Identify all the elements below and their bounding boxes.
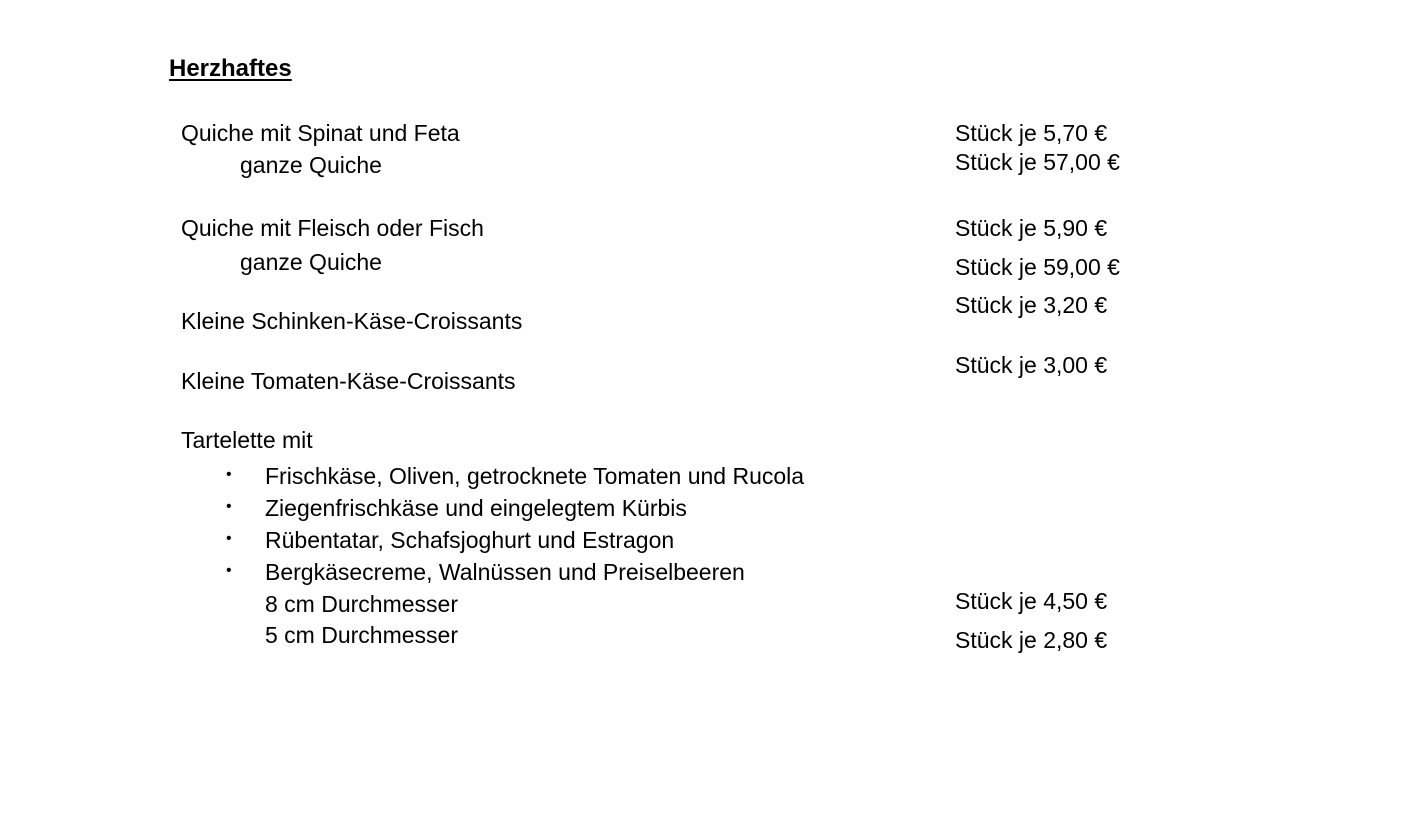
tartelette-size: 5 cm Durchmesser — [265, 622, 458, 648]
tartelette-size-price: Stück je 2,80 € — [955, 627, 1108, 653]
item-price: Stück je 3,00 € — [955, 352, 1108, 378]
tartelette-size: 8 cm Durchmesser — [265, 591, 458, 617]
section-heading: Herzhaftes — [169, 55, 292, 82]
item-name: ganze Quiche — [240, 152, 382, 178]
bullet-icon: • — [226, 498, 232, 515]
item-name: Quiche mit Spinat und Feta — [181, 120, 460, 146]
item-name: Kleine Schinken-Käse-Croissants — [181, 308, 523, 334]
tartelette-option: Bergkäsecreme, Walnüssen und Preiselbeeren — [265, 559, 745, 585]
item-name: Quiche mit Fleisch oder Fisch — [181, 215, 484, 241]
item-name: ganze Quiche — [240, 249, 382, 275]
tartelette-option: Ziegenfrischkäse und eingelegtem Kürbis — [265, 495, 687, 521]
item-price: Stück je 59,00 € — [955, 254, 1120, 280]
item-price: Stück je 57,00 € — [955, 149, 1120, 175]
bullet-icon: • — [226, 562, 232, 579]
bullet-icon: • — [226, 530, 232, 547]
tartelette-title: Tartelette mit — [181, 427, 313, 453]
tartelette-size-price: Stück je 4,50 € — [955, 588, 1108, 614]
tartelette-option: Frischkäse, Oliven, getrocknete Tomaten und Rucola — [265, 463, 805, 489]
tartelette-option: Rübentatar, Schafsjoghurt und Estragon — [265, 527, 675, 553]
item-price: Stück je 3,20 € — [955, 292, 1108, 318]
item-price: Stück je 5,70 € — [955, 120, 1108, 146]
bullet-icon: • — [226, 466, 232, 483]
item-price: Stück je 5,90 € — [955, 215, 1108, 241]
item-name: Kleine Tomaten-Käse-Croissants — [181, 368, 516, 394]
